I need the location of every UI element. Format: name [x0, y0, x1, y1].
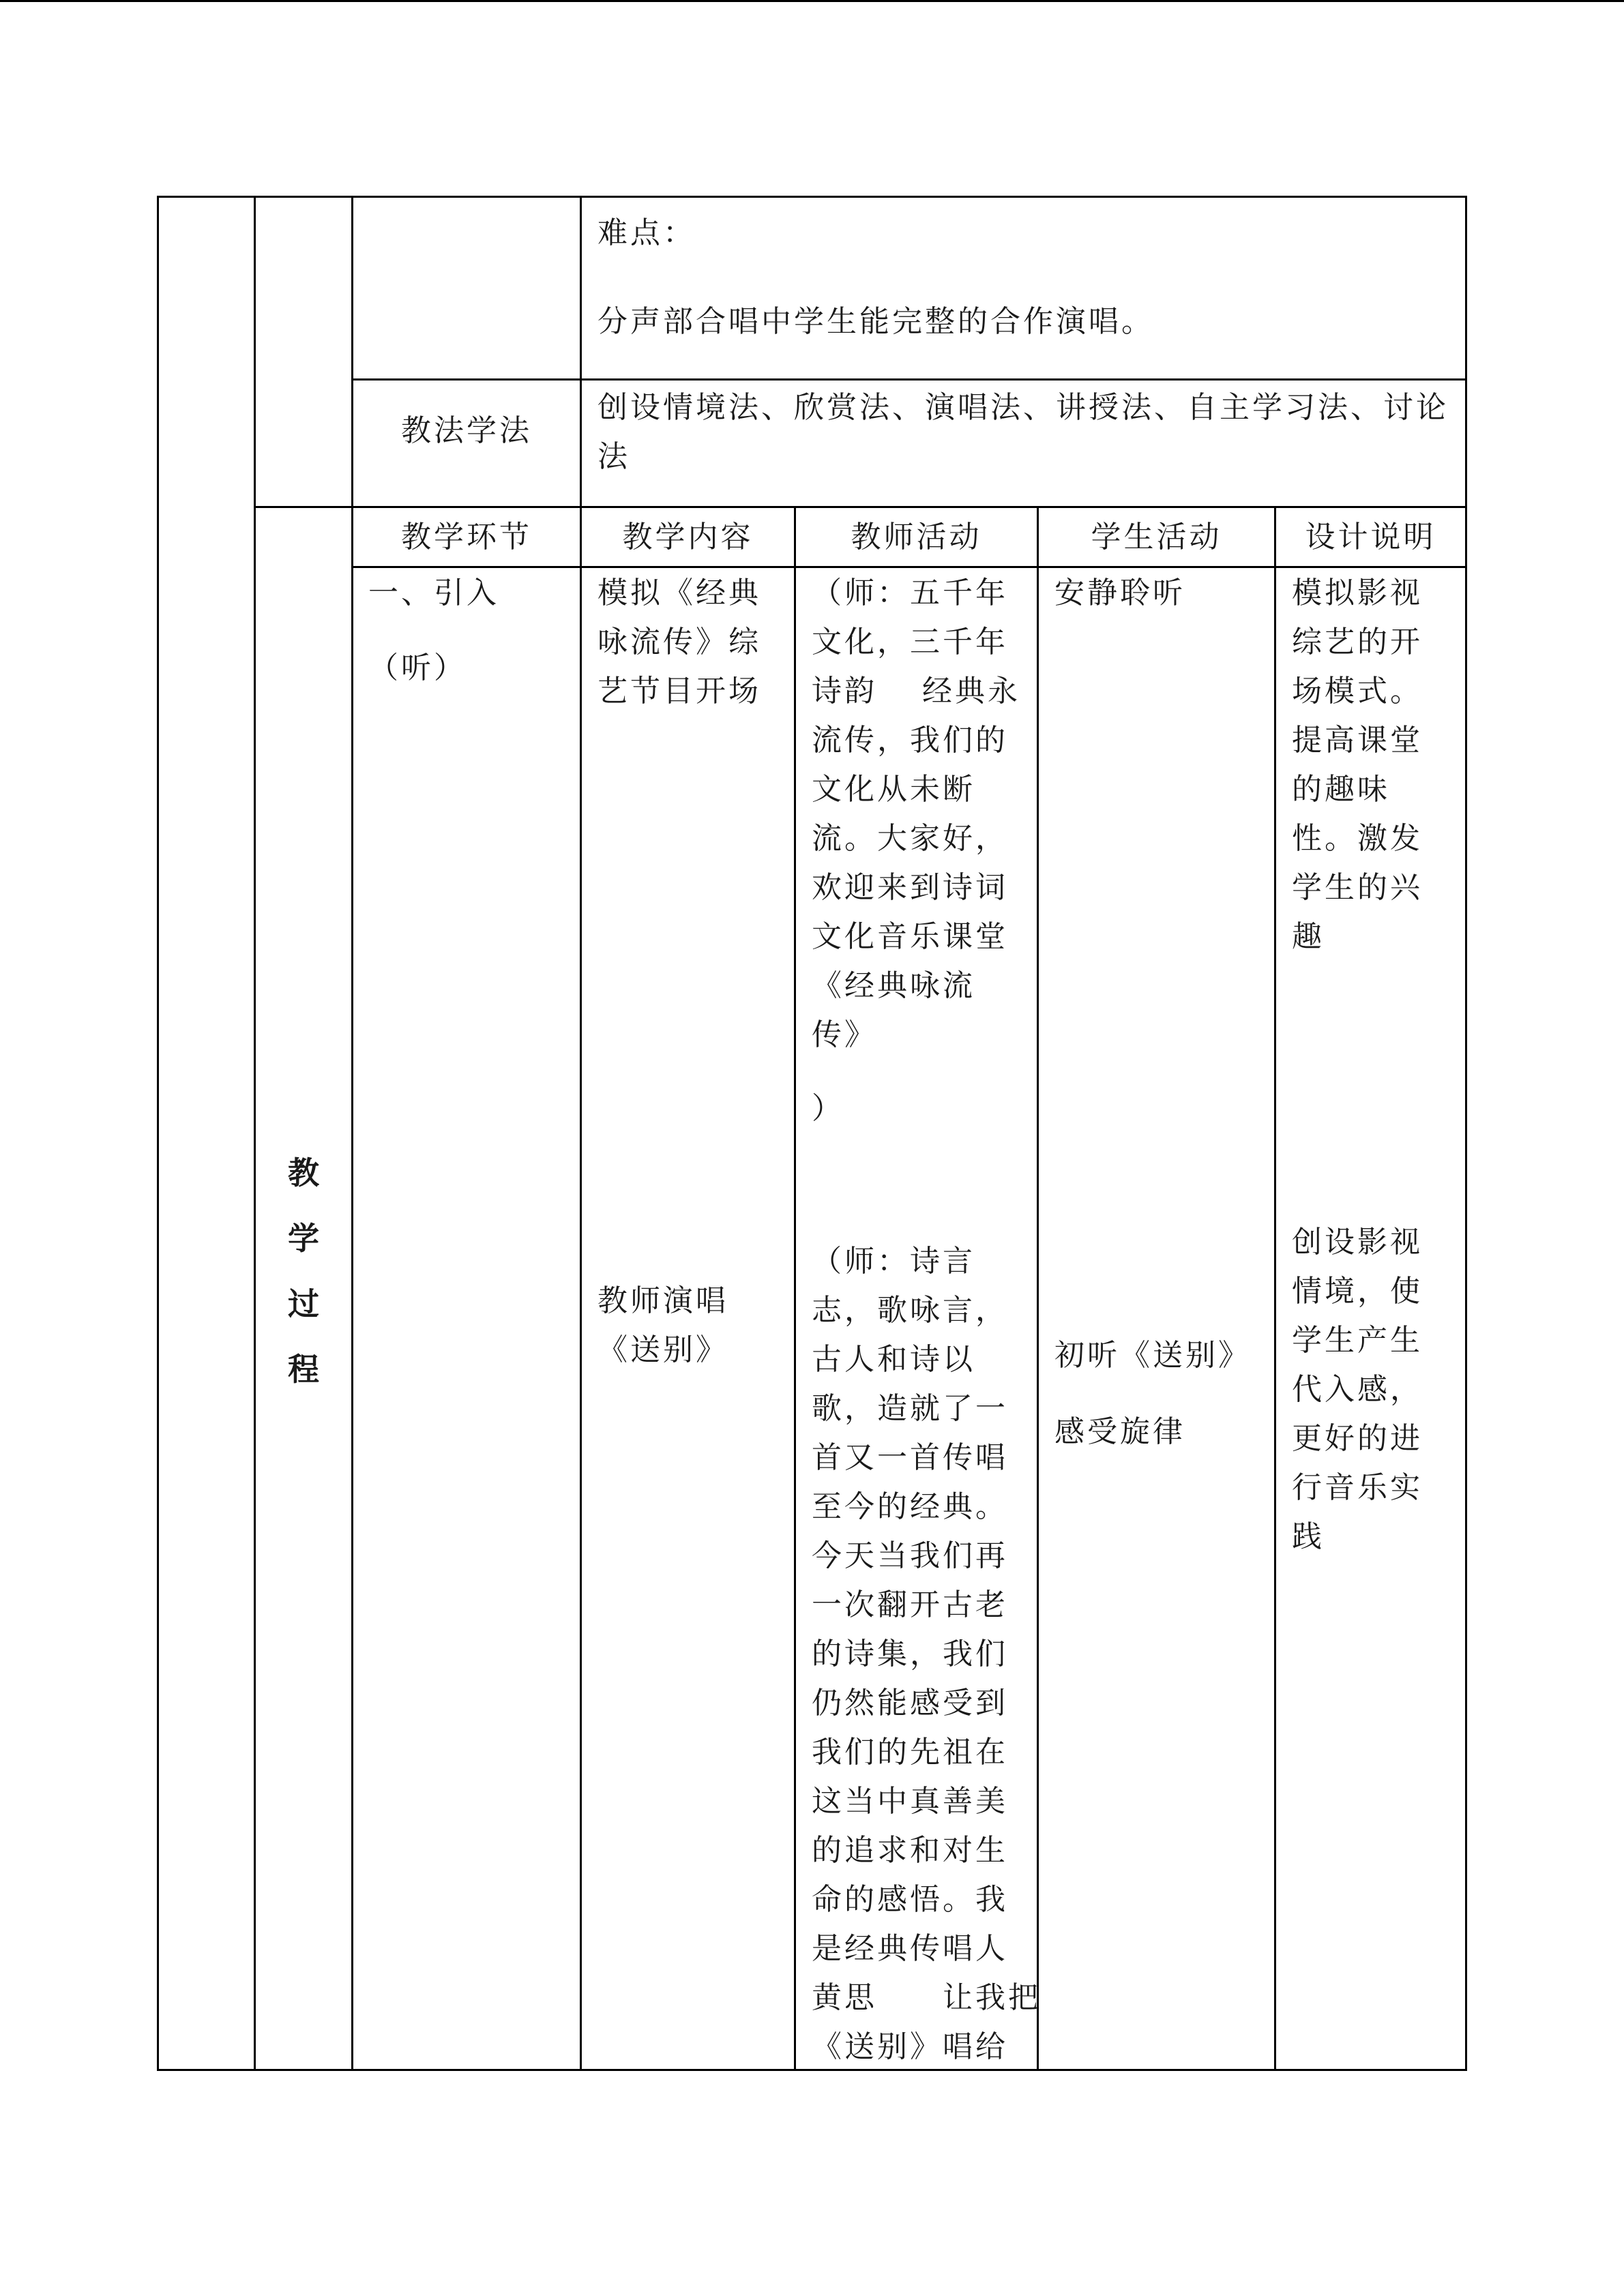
teacher-line: 文化，三千年 [812, 625, 1008, 659]
content-line: 咏流传》综 [597, 625, 761, 659]
teacher-line: 志，歌咏言， [812, 1293, 1008, 1328]
design-line: 学生产生 [1292, 1323, 1423, 1358]
content-line: 艺节目开场 [597, 674, 761, 709]
section-label-teaching-process: 教学过程 [288, 1154, 319, 1388]
row-divider-difficulty [351, 378, 1467, 381]
teacher-line: 文化从未断 [812, 772, 975, 807]
teacher-line: 这当中真善美 [812, 1784, 1008, 1819]
teacher-line: 的诗集，我们 [812, 1637, 1008, 1671]
teacher-line: 传》 [812, 1017, 877, 1052]
design-line: 更好的进 [1292, 1421, 1423, 1456]
header-content: 教学内容 [622, 520, 754, 554]
methods-text-line2: 法 [597, 439, 630, 474]
header-stage: 教学环节 [401, 520, 532, 554]
design-line: 践 [1292, 1519, 1325, 1554]
content-line: 《送别》 [597, 1332, 728, 1367]
teacher-line: 流。大家好， [812, 821, 1008, 856]
design-line: 场模式。 [1292, 674, 1423, 709]
teacher-line: 文化音乐课堂 [812, 919, 1008, 954]
table-left-border [157, 196, 159, 2071]
student-line: 安静聆听 [1054, 576, 1185, 610]
teacher-line: 我们的先祖在 [812, 1735, 1008, 1770]
design-line: 性。激发 [1292, 821, 1423, 856]
header-bottom-border [351, 566, 1467, 568]
col-divider-6 [1274, 506, 1276, 2071]
teacher-line: 是经典传唱人 [812, 1931, 1008, 1966]
design-line: 提高课堂 [1292, 723, 1423, 758]
methods-text-line1: 创设情境法、欣赏法、演唱法、讲授法、自主学习法、讨论 [597, 390, 1449, 425]
design-line: 模拟影视 [1292, 576, 1423, 610]
row-divider-methods [254, 506, 1467, 508]
difficulty-label: 难点： [597, 215, 696, 250]
content-line: 教师演唱 [597, 1283, 728, 1318]
teacher-line: 至今的经典。 [812, 1489, 1008, 1524]
teacher-line: 《送别》唱给 [812, 2029, 1008, 2064]
teacher-line: 一次翻开古老 [812, 1587, 1008, 1622]
teacher-line: 黄思 让我把 [812, 1980, 1041, 2015]
design-line: 学生的兴 [1292, 870, 1423, 905]
teacher-line: （师：五千年 [812, 576, 1008, 610]
design-line: 趣 [1292, 919, 1325, 954]
teacher-line: 今天当我们再 [812, 1538, 1008, 1573]
col-divider-5 [1037, 506, 1039, 2071]
stage-title: 一、引入 [368, 576, 499, 610]
teacher-line: 歌，造就了一 [812, 1391, 1008, 1426]
design-line: 行音乐实 [1292, 1470, 1423, 1505]
teacher-line: 《经典咏流 [812, 968, 975, 1003]
table-right-border [1465, 196, 1467, 2071]
teacher-line: 首又一首传唱 [812, 1440, 1008, 1475]
difficulty-text: 分声部合唱中学生能完整的合作演唱。 [597, 304, 1154, 339]
teacher-line: 古人和诗以 [812, 1342, 975, 1377]
table-top-border [157, 196, 1467, 198]
design-line: 综艺的开 [1292, 625, 1423, 659]
header-student-activity: 学生活动 [1091, 520, 1222, 554]
teacher-line: 仍然能感受到 [812, 1686, 1008, 1720]
teacher-line-close: ） [812, 1091, 844, 1126]
teacher-line: （师：诗言 [812, 1244, 975, 1279]
teacher-line: 的追求和对生 [812, 1833, 1008, 1868]
design-line: 代入感， [1292, 1372, 1423, 1407]
header-teacher-activity: 教师活动 [851, 520, 982, 554]
col-divider-3 [580, 196, 582, 2071]
design-line: 创设影视 [1292, 1225, 1423, 1259]
teacher-line: 命的感悟。我 [812, 1882, 1008, 1917]
teacher-line: 流传，我们的 [812, 723, 1008, 758]
stage-sub: （听） [368, 651, 467, 685]
teacher-line: 诗韵 经典永 [812, 674, 1020, 709]
design-line: 的趣味 [1292, 772, 1390, 807]
student-line: 初听《送别》 [1054, 1338, 1251, 1373]
col-divider-2 [351, 196, 353, 2071]
content-line: 模拟《经典 [597, 576, 761, 610]
col-divider-1 [254, 196, 256, 2071]
col-divider-4 [794, 506, 796, 2071]
student-line: 感受旋律 [1054, 1414, 1185, 1449]
methods-label: 教法学法 [401, 413, 532, 448]
teacher-line: 欢迎来到诗词 [812, 870, 1008, 905]
header-design-note: 设计说明 [1305, 520, 1436, 554]
design-line: 情境，使 [1292, 1274, 1423, 1309]
